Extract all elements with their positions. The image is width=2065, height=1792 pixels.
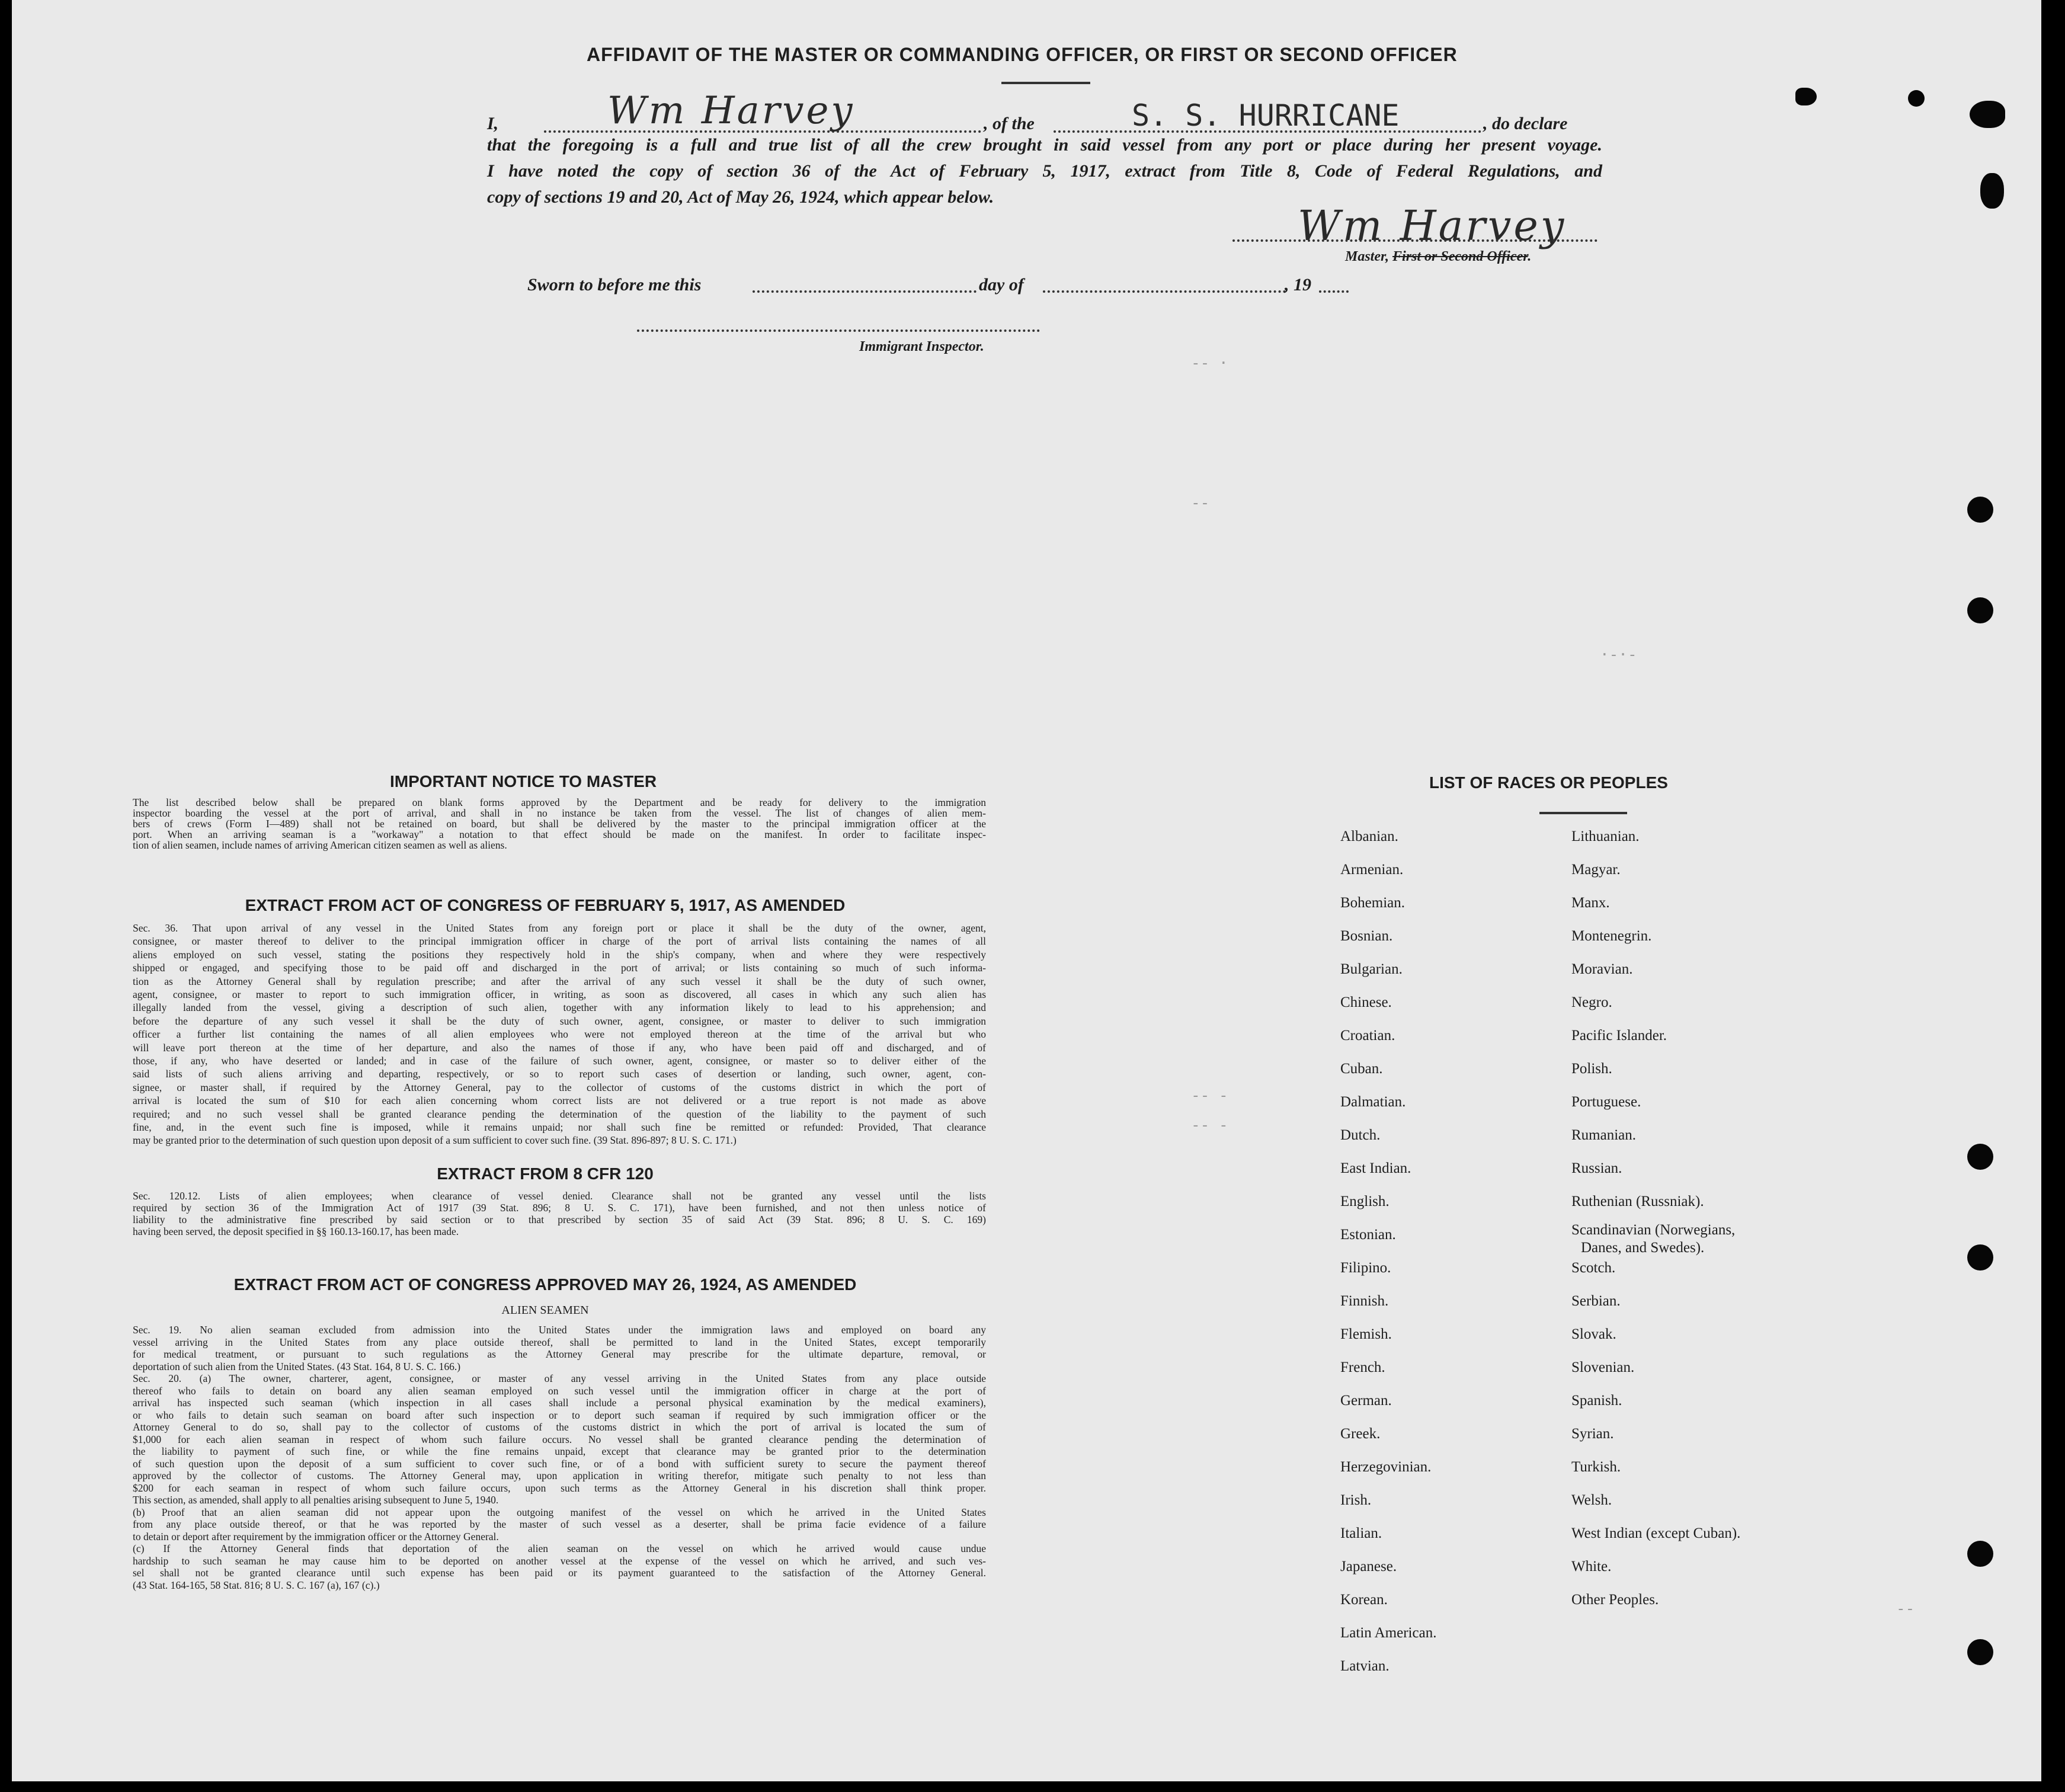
text-line: $200 for each seaman in respect of whom such failure occurs, upon such terms as the Attorney General in his discretion shall think proper. [133,1481,986,1494]
text-line: vessel arriving in the United States from any place outside thereof, shall be permitted to land in the United States, except temporarily [133,1336,986,1348]
sworn-label: Sworn to before me this [527,275,702,295]
text-line: or who fails to detain such seaman on board after such inspection or to deport such seaman if required by such immigration officer or the [133,1409,986,1421]
bleed-through-mark: ·-·- [1600,646,1637,664]
text-line: Sec. 120.12. Lists of alien employees; when clearance of vessel denied. Clearance shall not be granted any vessel until the lists [133,1190,986,1202]
race-item: Turkish. [1571,1459,1621,1475]
race-item: Syrian. [1571,1426,1614,1442]
race-item: French. [1340,1359,1385,1375]
text-line: may be granted prior to the determination of such question upon deposit of a sum sufficient to cover such fine. (39 Stat. 896-897; 8 U. S. C. 171.) [133,1134,737,1147]
text-line: Sec. 36. That upon arrival of any vessel in the United States from any foreign port or place it shall be the duty of the owner, agent, [133,922,986,934]
binder-hole [1970,101,2005,128]
race-item: Latin American. [1340,1625,1437,1641]
notice-line: tion of alien seamen, include names of arriving American citizen seamen as well as aliens. [133,839,507,851]
race-item: Serbian. [1571,1293,1621,1309]
text-line: tion as the Attorney General shall by regulation prescribe; and after the arrival of any such vessel it shall be the duty of such owner, [133,975,986,987]
race-item: Flemish. [1340,1326,1392,1342]
race-item: Slovenian. [1571,1359,1635,1375]
race-item: Scandinavian (Norwegians, [1571,1222,1736,1238]
text-line: of such question upon the deposit of a sum sufficient to cover such fine, or of a bond with sufficient surety to secure the payment thereof [133,1457,986,1470]
text-line: said lists of such aliens arriving and departing, respectively, or so to report such cases of desertion or landing, such owner, agent, con- [133,1068,986,1080]
text-line: aliens employed on such vessel, stating the positions they respectively hold in the ship's company, when and where they were respectively [133,948,986,961]
title-divider [1001,82,1090,84]
race-item: Other Peoples. [1571,1592,1659,1608]
notice-line: bers of crews (Form I—489) shall not be retained on board, but shall be delivered by the master to the principal immigration officer at the [133,818,986,830]
bleed-through-mark: -- [1896,1600,1915,1618]
race-item: Russian. [1571,1160,1622,1176]
text-line: Attorney General to do so, shall pay to the collector of customs of the customs district in which the port of arrival is located the sum of [133,1421,986,1433]
race-item: White. [1571,1559,1612,1575]
text-line: having been served, the deposit specified in §§ 160.13-160.17, has been made. [133,1225,459,1237]
bleed-through-mark: -- - [1191,1087,1228,1105]
race-item: Slovak. [1571,1326,1616,1342]
text-line: fine, and, in the event such fine is imposed, while it remains unpaid; nor shall such fine be remitted or refunded: Provided, That clearance [133,1121,986,1133]
race-item: Manx. [1571,895,1610,911]
race-item: Bosnian. [1340,928,1393,944]
races-divider [1539,812,1627,814]
binder-hole [1795,88,1817,105]
binder-hole [1908,90,1925,107]
text-line: This section, as amended, shall apply to all penalties arising subsequent to June 5, 1940. [133,1494,499,1506]
sworn-year-line [1319,282,1349,293]
master-name-handwritten: Wm Harvey [607,89,855,133]
master-signature: Wm Harvey [1298,201,1567,250]
notice-line: inspector boarding the vessel at the port of arrival, and shall in no instance be taken from the vessel. The list of changes of alien mem- [133,807,986,819]
declaration-line-3: I have noted the copy of section 36 of the Act of February 5, 1917, extract from Title 8, Code of Federal Regulations, and [487,161,1602,181]
text-line: (b) Proof that an alien seaman did not appear upon the outgoing manifest of the vessel on which he arrived in the United States [133,1506,986,1518]
text-line: approved by the collector of customs. The Attorney General may, upon application in writing therefor, mitigate such penalty to not less than [133,1470,986,1481]
binder-hole [1967,597,1993,623]
race-item: Croatian. [1340,1028,1395,1044]
binder-hole [1967,1144,1993,1170]
text-line: shipped or engaged, and specifying those to be paid off and discharged in the port of arrival; or lists containing so much of such informa- [133,962,986,974]
race-item: Negro. [1571,994,1612,1010]
race-item: Armenian. [1340,862,1404,878]
alien-seamen-subheading: ALIEN SEAMEN [501,1304,589,1317]
bleed-through-mark: -- - [1191,1116,1228,1134]
races-heading: LIST OF RACES OR PEOPLES [1429,773,1668,792]
race-item: Pacific Islander. [1571,1028,1667,1044]
binder-hole [1967,1244,1993,1271]
race-item: Finnish. [1340,1293,1389,1309]
sworn-month-line [1043,282,1286,293]
extract-1917-heading: EXTRACT FROM ACT OF CONGRESS OF FEBRUARY 5, 1917, AS AMENDED [245,896,846,914]
text-line: hardship to such seaman he may cause him to be deported on another vessel at the expense of the vessel on which he arrived, and such ves- [133,1554,986,1567]
text-line: the liability to payment of such fine, or while the fine remains unpaid, except that clearance may be granted prior to the determination [133,1445,986,1457]
race-item: Portuguese. [1571,1094,1641,1110]
text-line: sel shall not be granted clearance until such expense has been paid or its payment guaranteed to the satisfaction of the Attorney General. [133,1567,986,1579]
race-item: Korean. [1340,1592,1388,1608]
i-label: I, [487,114,499,133]
text-line: required by section 36 of the Immigration Act of 1917 (39 Stat. 896; 8 U. S. C. 171), have been furnished, and not then unless notice of [133,1202,986,1214]
race-item: Welsh. [1571,1492,1612,1508]
race-item: Moravian. [1571,961,1633,977]
race-item: Polish. [1571,1061,1612,1077]
text-line: consignee, or master thereof to deliver to the principal immigration officer in charge of the port of arrival lists containing the names of all [133,935,986,948]
text-line: to detain or deport after requirement by the immigration officer or the Attorney General. [133,1530,499,1543]
race-item: Bohemian. [1340,895,1406,911]
race-item: Latvian. [1340,1658,1390,1674]
extract-cfr-heading: EXTRACT FROM 8 CFR 120 [437,1164,654,1183]
race-item: East Indian. [1340,1160,1411,1176]
inspector-signature-line [637,329,1040,332]
year-prefix: , 19 [1285,275,1311,295]
officer-title [1345,249,1531,265]
race-item: Lithuanian. [1571,828,1640,844]
race-item: Italian. [1340,1525,1382,1541]
bleed-through-mark: -- · [1191,354,1228,372]
text-line: for medical treatment, or pursuant to such regulations as the Attorney General may prescribe for the ultimate departure, removal, or [133,1348,986,1360]
text-line: those, if any, who have deserted or landed; and in case of the failure of such owner, agent, consignee, or master so to deliver either of the [133,1055,986,1067]
text-line: officer a further list containing the names of all alien employees who were not employed thereon at the time of the arrival but who [133,1028,986,1041]
signature-line [1232,239,1597,242]
text-line: (43 Stat. 164-165, 58 Stat. 816; 8 U. S. C. 167 (a), 167 (c).) [133,1579,380,1591]
race-item: Danes, and Swedes). [1581,1240,1705,1256]
binder-hole [1980,173,2004,209]
sworn-day-line [753,282,977,293]
race-item: Spanish. [1571,1393,1622,1409]
officer-title-end: . [1528,249,1532,264]
text-line: Sec. 19. No alien seaman excluded from admission into the United States under the immigration laws and employed on board any [133,1324,986,1336]
text-line: agent, consignee, or master to report to such immigration officer, in writing, as soon as discovered, all cases in which any such alien has [133,988,986,1000]
binder-hole [1967,1541,1993,1567]
race-item: Chinese. [1340,994,1392,1010]
do-declare-label: , do declare [1483,114,1568,133]
declaration-line-4: copy of sections 19 and 20, Act of May 26, 1924, which appear below. [487,187,994,207]
of-the-label: , of the [984,114,1035,133]
declaration-line-2: that the foregoing is a full and true list of all the crew brought in said vessel from any port or place during her present voyage. [487,135,1602,155]
binder-hole [1967,1639,1993,1665]
notice-line: port. When an arriving seaman is a "workaway" a notation to that effect should be made on the manifest. In order to facilitate inspec- [133,828,986,840]
race-item: Greek. [1340,1426,1381,1442]
text-line: liability to the administrative fine prescribed by said section or to that prescribed by section 35 of said Act (39 Stat. 896; 8 U. S. C. 169) [133,1214,986,1225]
extract-1924-heading: EXTRACT FROM ACT OF CONGRESS APPROVED MAY 26, 1924, AS AMENDED [233,1275,857,1294]
race-item: Rumanian. [1571,1127,1637,1143]
notice-line: The list described below shall be prepared on blank forms approved by the Department and be ready for delivery to the immigration [133,796,986,808]
text-line: (c) If the Attorney General finds that deportation of the alien seaman on the vessel on which he arrived would cause undue [133,1543,986,1554]
text-line: $1,000 for each alien seaman in respect of whom such failure occurs. No vessel shall be granted clearance pending the determination of [133,1433,986,1445]
race-item: Japanese. [1340,1559,1397,1575]
race-item: Magyar. [1571,862,1621,878]
race-item: Dutch. [1340,1127,1381,1143]
officer-title-struck: First or Second Officer [1392,249,1528,264]
text-line: signee, or master shall, if required by the Attorney General, pay to the collector of customs of the customs district in which the port of [133,1081,986,1093]
vessel-name-typed: S. S. HURRICANE [1132,98,1400,133]
text-line: Sec. 20. (a) The owner, charterer, agent, consignee, or master of any vessel arriving in the United States from any place outside [133,1372,986,1384]
race-item: Dalmatian. [1340,1094,1406,1110]
text-line: arrival has inspected such seaman (which inspection in all cases shall include a personal physical examination by the medical examiners), [133,1397,986,1409]
race-item: Bulgarian. [1340,961,1403,977]
text-line: illegally landed from the vessel, giving a description of such alien, together with any information likely to lead to his apprehension; and [133,1001,986,1014]
race-item: Montenegrin. [1571,928,1652,944]
notice-heading: IMPORTANT NOTICE TO MASTER [390,772,657,791]
day-of-label: day of [979,275,1024,295]
inspector-label: Immigrant Inspector. [859,339,984,354]
race-item: English. [1340,1193,1390,1209]
form-title: AFFIDAVIT OF THE MASTER OR COMMANDING OFFICER, OR FIRST OR SECOND OFFICER [587,44,1458,65]
race-item: Scotch. [1571,1260,1616,1276]
race-item: Herzegovinian. [1340,1459,1432,1475]
text-line: from any place outside thereof, or that he was reported by the master of such vessel as a deserter, shall be prima facie evidence of a failure [133,1518,986,1530]
binder-hole [1967,497,1993,523]
race-item: German. [1340,1393,1392,1409]
text-line: thereof who fails to detain on board any alien seaman employed on such vessel until the immigration officer in charge at the port of [133,1384,986,1397]
text-line: before the departure of any such vessel it shall be the duty of such owner, agent, consignee, or master to deliver to such immigration [133,1015,986,1027]
race-item: Irish. [1340,1492,1372,1508]
officer-title-master: Master, [1345,249,1390,264]
race-item: Albanian. [1340,828,1398,844]
race-item: West Indian (except Cuban). [1571,1525,1741,1541]
race-item: Ruthenian (Russniak). [1571,1193,1704,1209]
text-line: required; and no such vessel shall be granted clearance pending the determination of the question of the liability to the payment of such [133,1108,986,1120]
text-line: will leave port thereon at the time of her departure, and also the names of those if any, who have been paid off and discharged, and of [133,1041,986,1054]
race-item: Cuban. [1340,1061,1383,1077]
race-item: Estonian. [1340,1227,1396,1243]
bleed-through-mark: -- [1191,494,1210,512]
text-line: deportation of such alien from the United States. (43 Stat. 164, 8 U. S. C. 166.) [133,1360,461,1372]
text-line: arrival is located the sum of $10 for each alien concerning whom correct lists are not delivered or a true report is not made as above [133,1095,986,1107]
race-item: Filipino. [1340,1260,1391,1276]
